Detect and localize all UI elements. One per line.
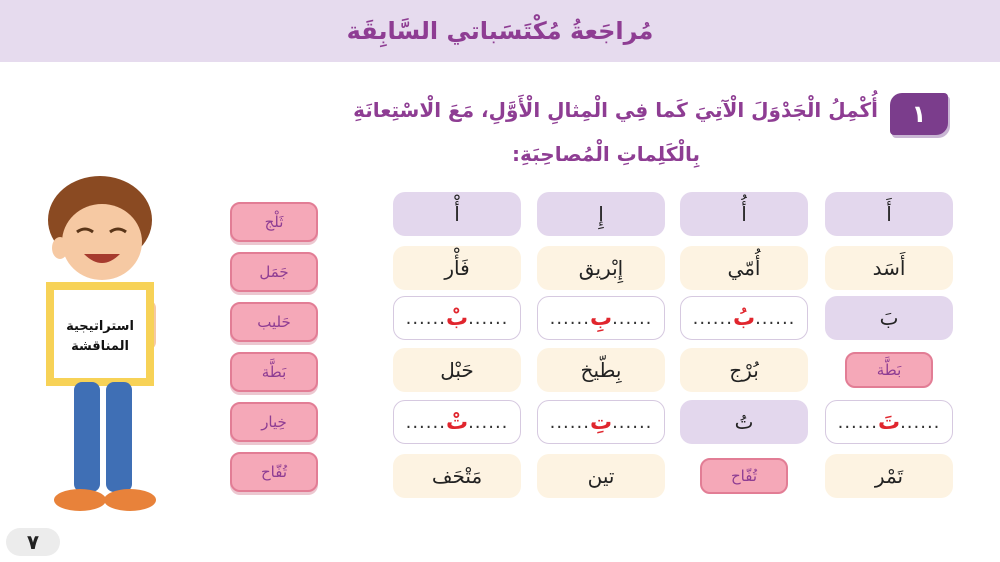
word-bank-chip[interactable]: ثَلْج: [230, 202, 318, 242]
red-letter: تْ: [445, 409, 469, 435]
leg-right: [106, 382, 132, 492]
letter-label-cell: تُ: [680, 400, 808, 444]
word-bank-chip[interactable]: بَطَّة: [230, 352, 318, 392]
dots: ......: [900, 411, 941, 433]
word-cell: مَتْحَف: [393, 454, 521, 498]
boy-illustration: [22, 170, 172, 520]
word-chip[interactable]: بَطَّة: [845, 352, 933, 388]
dots: ......: [405, 307, 446, 329]
red-letter: تِ: [589, 409, 613, 435]
blank-cell[interactable]: [393, 296, 521, 340]
red-letter: بُ: [732, 305, 756, 331]
red-letter: بِ: [589, 305, 613, 331]
word-cell: أُمّي: [680, 246, 808, 290]
question-number-badge: ١: [890, 93, 948, 135]
word-bank-chip[interactable]: خِيار: [230, 402, 318, 442]
dots: ......: [755, 307, 796, 329]
page-title: مُراجَعةُ مُكْتَسَباتي السَّابِقَة: [346, 17, 654, 45]
dots: ......: [612, 307, 653, 329]
dots: ......: [549, 411, 590, 433]
word-cell: بِطّيخ: [537, 348, 665, 392]
red-letter: بْ: [445, 305, 469, 331]
ear: [52, 237, 68, 259]
dots: ......: [837, 411, 878, 433]
word-bank-chip[interactable]: جَمَل: [230, 252, 318, 292]
instruction-line-1: أُكْمِلُ الْجَدْوَلَ الْآتِيَ كَما فِي الْمِثالِ الْأَوَّلِ، مَعَ الْاسْتِعانَةِ: [353, 98, 878, 122]
dots: ......: [405, 411, 446, 433]
instruction-line-2: بِالْكَلِماتِ الْمُصاحِبَةِ:: [512, 142, 700, 166]
leg-left: [74, 382, 100, 492]
blank-cell[interactable]: [393, 400, 521, 444]
chip-cell: [680, 454, 808, 498]
shoe-left: [54, 489, 106, 511]
red-letter: تَ: [877, 409, 901, 435]
dots: ......: [692, 307, 733, 329]
word-cell: أَسَد: [825, 246, 953, 290]
dots: ......: [468, 411, 509, 433]
word-cell: فَأْر: [393, 246, 521, 290]
header-cell-3: إِ: [537, 192, 665, 236]
header-cell-4: أْ: [393, 192, 521, 236]
page-header: [0, 0, 1000, 62]
word-cell: تين: [537, 454, 665, 498]
dots: ......: [612, 411, 653, 433]
chip-cell: [825, 348, 953, 392]
sign-board: [54, 290, 146, 378]
letter-label-cell: بَ: [825, 296, 953, 340]
word-cell: حَبْل: [393, 348, 521, 392]
blank-cell[interactable]: [825, 400, 953, 444]
header-cell-1: أَ: [825, 192, 953, 236]
word-cell: بُرْج: [680, 348, 808, 392]
word-cell: تَمْر: [825, 454, 953, 498]
sign-line-2: المناقشة: [71, 339, 129, 354]
word-chip[interactable]: تُفّاح: [700, 458, 788, 494]
header-cell-2: أُ: [680, 192, 808, 236]
word-bank-chip[interactable]: تُفّاح: [230, 452, 318, 492]
blank-cell[interactable]: [537, 400, 665, 444]
face: [62, 204, 142, 280]
page-number: ٧: [6, 528, 60, 556]
blank-cell[interactable]: [680, 296, 808, 340]
word-cell: إِبْريق: [537, 246, 665, 290]
shoe-right: [104, 489, 156, 511]
dots: ......: [468, 307, 509, 329]
word-bank-chip[interactable]: حَليب: [230, 302, 318, 342]
sign-line-1: استراتيجية: [66, 319, 134, 334]
blank-cell[interactable]: [537, 296, 665, 340]
dots: ......: [549, 307, 590, 329]
